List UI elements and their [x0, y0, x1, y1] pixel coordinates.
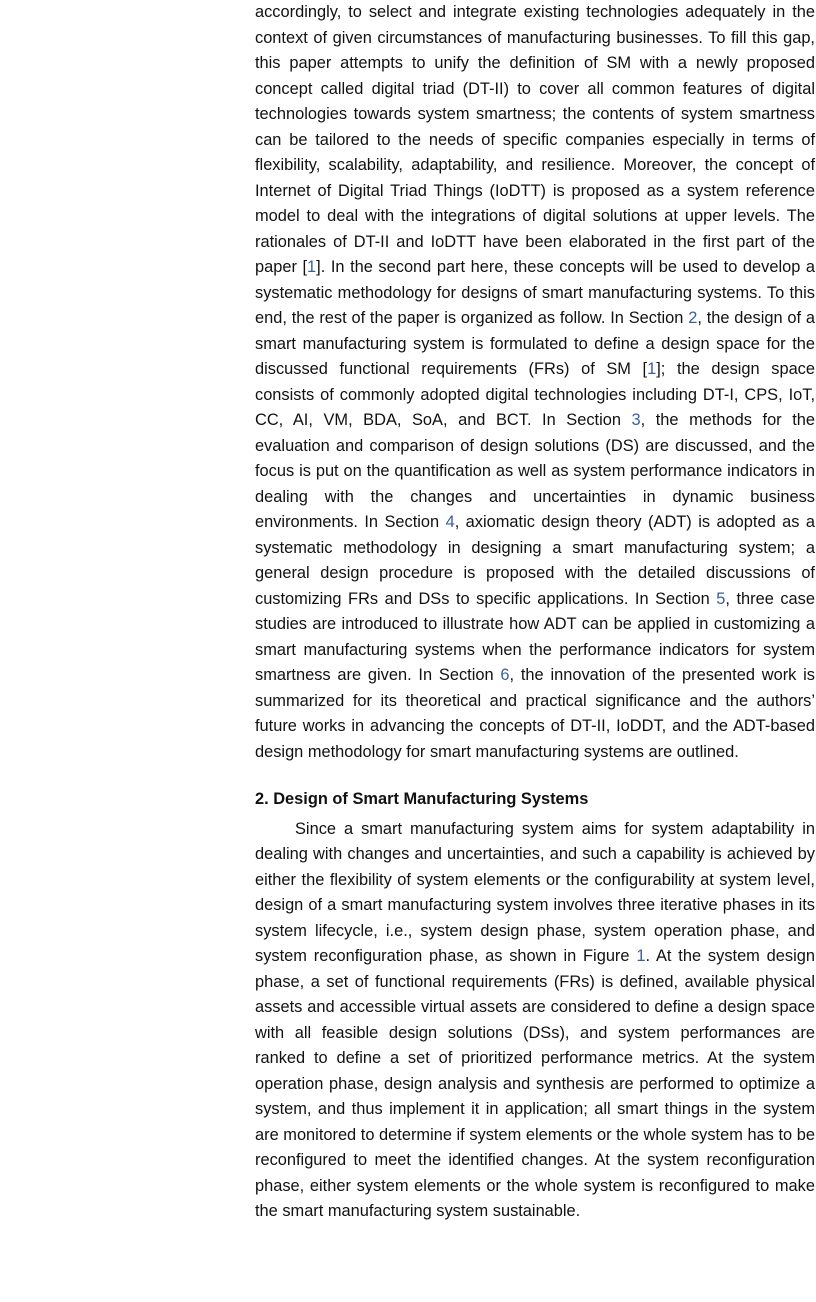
text-run: , the innovation of the presented work is summarized for its theoretical and practical significance and the authors’ future works in advancing the concepts of DT-II, IoDDT, and the ADT-based design methodology for smart manufacturing systems are outlined. — [255, 666, 815, 761]
section-2-paragraph — [255, 817, 815, 1225]
intro-paragraph — [255, 0, 815, 765]
text-run: Since a smart manufacturing system aims for system adaptability in dealing with changes and uncertainties, and such a capability is achieved by either the flexibility of system elements or the configurability at system level, design of a smart manufacturing system involves three iterative phases in its system lifecycle, i.e., system design phase, system operation phase, and system reconfiguration phase, as shown in Figure — [255, 819, 815, 965]
text-run: accordingly, to select and integrate existing technologies adequately in the context of given circumstances of manufacturing businesses. To fill this gap, this paper attempts to unify the definition of SM with a newly proposed concept called digital triad (DT-II) to cover all common features of digital technologies towards system smartness; the contents of system smartness can be tailored to the needs of specific companies especially in terms of flexibility, scalability, adaptability, and resilience. Moreover, the concept of Internet of Digital Triad Things (IoDTT) is proposed as a system reference model to deal with the integrations of digital solutions at upper levels. The rationales of DT-II and IoDTT have been elaborated in the first part of the paper [ — [255, 3, 815, 276]
text-run: , the methods for the evaluation and comparison of design solutions (DS) are discussed, and the focus is put on the quantification as well as system performance indicators in dealing with the changes and uncertainties in dynamic business environments. In Section — [255, 411, 815, 531]
text-run: ]; the design space consists of commonly adopted digital technologies including DT-I, CPS, IoT, CC, AI, VM, BDA, SoA, and BCT. In Section — [255, 360, 815, 429]
text-run: . At the system design phase, a set of functional requirements (FRs) is defined, available physical assets and accessible virtual assets are considered to define a design space with all feasible design solutions (DSs), and system performances are ranked to define a set of prioritized performance metrics. At the system operation phase, design analysis and synthesis are performed to optimize a system, and thus implement it in application; all smart things in the system are monitored to determine if system elements or the whole system has to be reconfigured to meet the identified changes. At the system reconfiguration phase, either system elements or the whole system is reconfigured to make the smart manufacturing system sustainable. — [255, 947, 815, 1220]
text-run: ]. In the second part here, these concepts will be used to develop a systematic methodology for designs of smart manufacturing systems. To this end, the rest of the paper is organized as follow. In Section — [255, 258, 815, 327]
text-run: , axiomatic design theory (ADT) is adopted as a systematic methodology in designing a smart manufacturing system; a general design procedure is proposed with the detailed discussions of customizing FRs and DSs to specific applications. In Section — [255, 513, 815, 608]
section-link[interactable]: 5 — [716, 589, 726, 608]
section-link[interactable]: 6 — [500, 666, 510, 684]
paper-page — [255, 0, 815, 1225]
section-heading: 2. Design of Smart Manufacturing Systems — [255, 790, 589, 808]
citation-link[interactable]: 1 — [307, 258, 317, 276]
citation-link[interactable]: 1 — [647, 360, 657, 378]
section-link[interactable]: 4 — [445, 513, 455, 531]
figure-link[interactable]: 1 — [636, 947, 646, 965]
section-link[interactable]: 2 — [688, 309, 698, 327]
section-link[interactable]: 3 — [631, 411, 641, 429]
text-run: , three case studies are introduced to illustrate how ADT can be applied in customizing a smart manufacturing systems when the performance indicators for system smartness are given. In Section — [255, 589, 815, 684]
text-run: , the design of a smart manufacturing system is formulated to define a design space for the discussed functional requirements (FRs) of SM [ — [255, 309, 816, 378]
